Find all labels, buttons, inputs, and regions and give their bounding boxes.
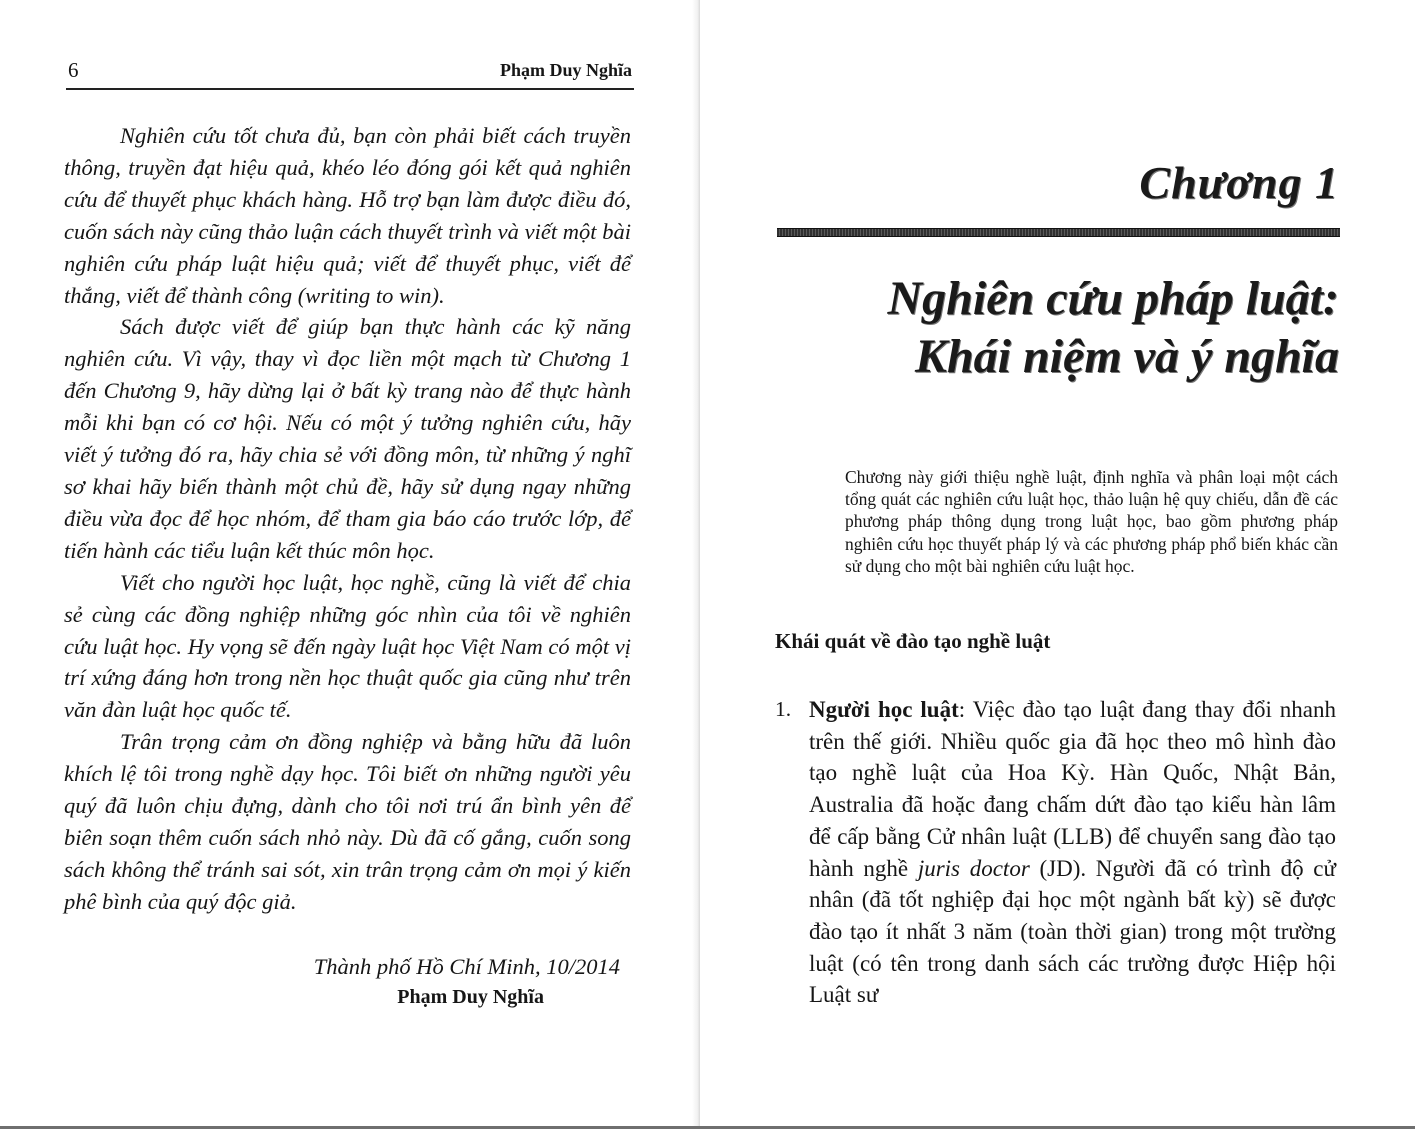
- item-body: [809, 694, 1336, 1011]
- running-author: Phạm Duy Nghĩa: [499, 60, 632, 80]
- preface-paragraph: Sách được viết để giúp bạn thực hành các kỹ năng nghiên cứu. Vì vậy, thay vì đọc liền một mạch từ Chương 1 đến Chương 9, hãy dừng lại ở bất kỳ trang nào để thực hành mỗi khi bạn có cơ hội. Nếu có một ý tưởng nghiên cứu, hãy viết ý tưởng đó ra, hãy chia sẻ với đồng môn, từ những ý nghĩ sơ khai hãy biến thành một chủ đề, hãy sử dụng ngay những điều vừa đọc để học nhóm, để tham gia báo cáo trước lớp, để tiến hành các tiểu luận kết thúc môn học.: [64, 314, 631, 563]
- preface-paragraph: Viết cho người học luật, học nghề, cũng là viết để chia sẻ cùng các đồng nghiệp những góc nhìn của tôi về nghiên cứu luật học. Hy vọng sẽ đến ngày luật học Việt Nam có một vị trí xứng đáng hơn trong nền học thuật quốc gia cũng như trên văn đàn luật học quốc tế.: [64, 569, 631, 723]
- chapter-divider: [777, 228, 1340, 237]
- item-italic-term: juris doctor: [917, 855, 1030, 881]
- chapter-title-line: Khái niệm và ý nghĩa: [914, 330, 1339, 383]
- signature-block: [250, 951, 620, 1013]
- item-text: : Việc đào tạo luật đang thay đổi nhanh trên thế giới. Nhiều quốc gia đã học theo mô hình đào tạo nghề luật của Hoa Kỳ. Hàn Quốc, Nhật Bản, Australia đã hoặc đang chấm dứt đào tạo kiểu hàn lâm để cấp bằng Cử nhân luật (LLB) để chuyển sang đào tạo hành nghề: [809, 697, 1336, 881]
- running-header: [66, 56, 634, 90]
- item-text-continued: (JD). Người đã có trình độ cử nhân (đã tốt nghiệp đại học một ngành bất kỳ) sẽ được đào tạo ít nhất 3 năm (toàn thời gian) trong một trường luật (có tên trong danh sách các trường được Hiệp hội Luật sư: [809, 855, 1336, 1008]
- chapter-title: [699, 270, 1339, 386]
- chapter-title-line: Nghiên cứu pháp luật:: [887, 272, 1339, 325]
- preface-text: [64, 120, 631, 918]
- preface-paragraph: Trân trọng cảm ơn đồng nghiệp và bằng hữu đã luôn khích lệ tôi trong nghề dạy học. Tôi biết ơn những người yêu quý đã luôn chịu đựng, dành cho tôi nơi trú ẩn bình yên để biên soạn thêm cuốn sách nhỏ này. Dù đã cố gắng, cuốn song sách không thể tránh sai sót, xin trân trọng cảm ơn mọi ý kiến phê bình của quý độc giả.: [64, 729, 631, 914]
- preface-paragraph: Nghiên cứu tốt chưa đủ, bạn còn phải biết cách truyền thông, truyền đạt hiệu quả, khéo léo đóng gói kết quả nghiên cứu để thuyết phục khách hàng. Hỗ trợ bạn làm được điều đó, cuốn sách này cũng thảo luận cách thuyết trình và viết một bài nghiên cứu pháp luật hiệu quả; viết để thuyết phục, viết để thắng, viết để thành công (writing to win).: [64, 123, 631, 308]
- signature-name: Phạm Duy Nghĩa: [397, 986, 544, 1008]
- page-number: 6: [68, 58, 79, 82]
- item-number: 1.: [775, 697, 792, 721]
- signature-place-date: Thành phố Hồ Chí Minh, 10/2014: [313, 954, 620, 979]
- item-term: Người học luật: [809, 697, 959, 722]
- section-heading: Khái quát về đào tạo nghề luật: [775, 629, 1051, 653]
- chapter-label: Chương 1: [1139, 157, 1339, 208]
- chapter-abstract: Chương này giới thiệu nghề luật, định nghĩa và phân loại một cách tổng quát các nghiên cứu luật học, thảo luận hệ quy chiếu, dẫn đề các phương pháp thông dụng trong luật học, bao gồm phương pháp nghiên cứu học thuyết pháp lý và các phương pháp phổ biến khác cần sử dụng cho một bài nghiên cứu luật học.: [845, 467, 1338, 576]
- left-page: [0, 0, 700, 1129]
